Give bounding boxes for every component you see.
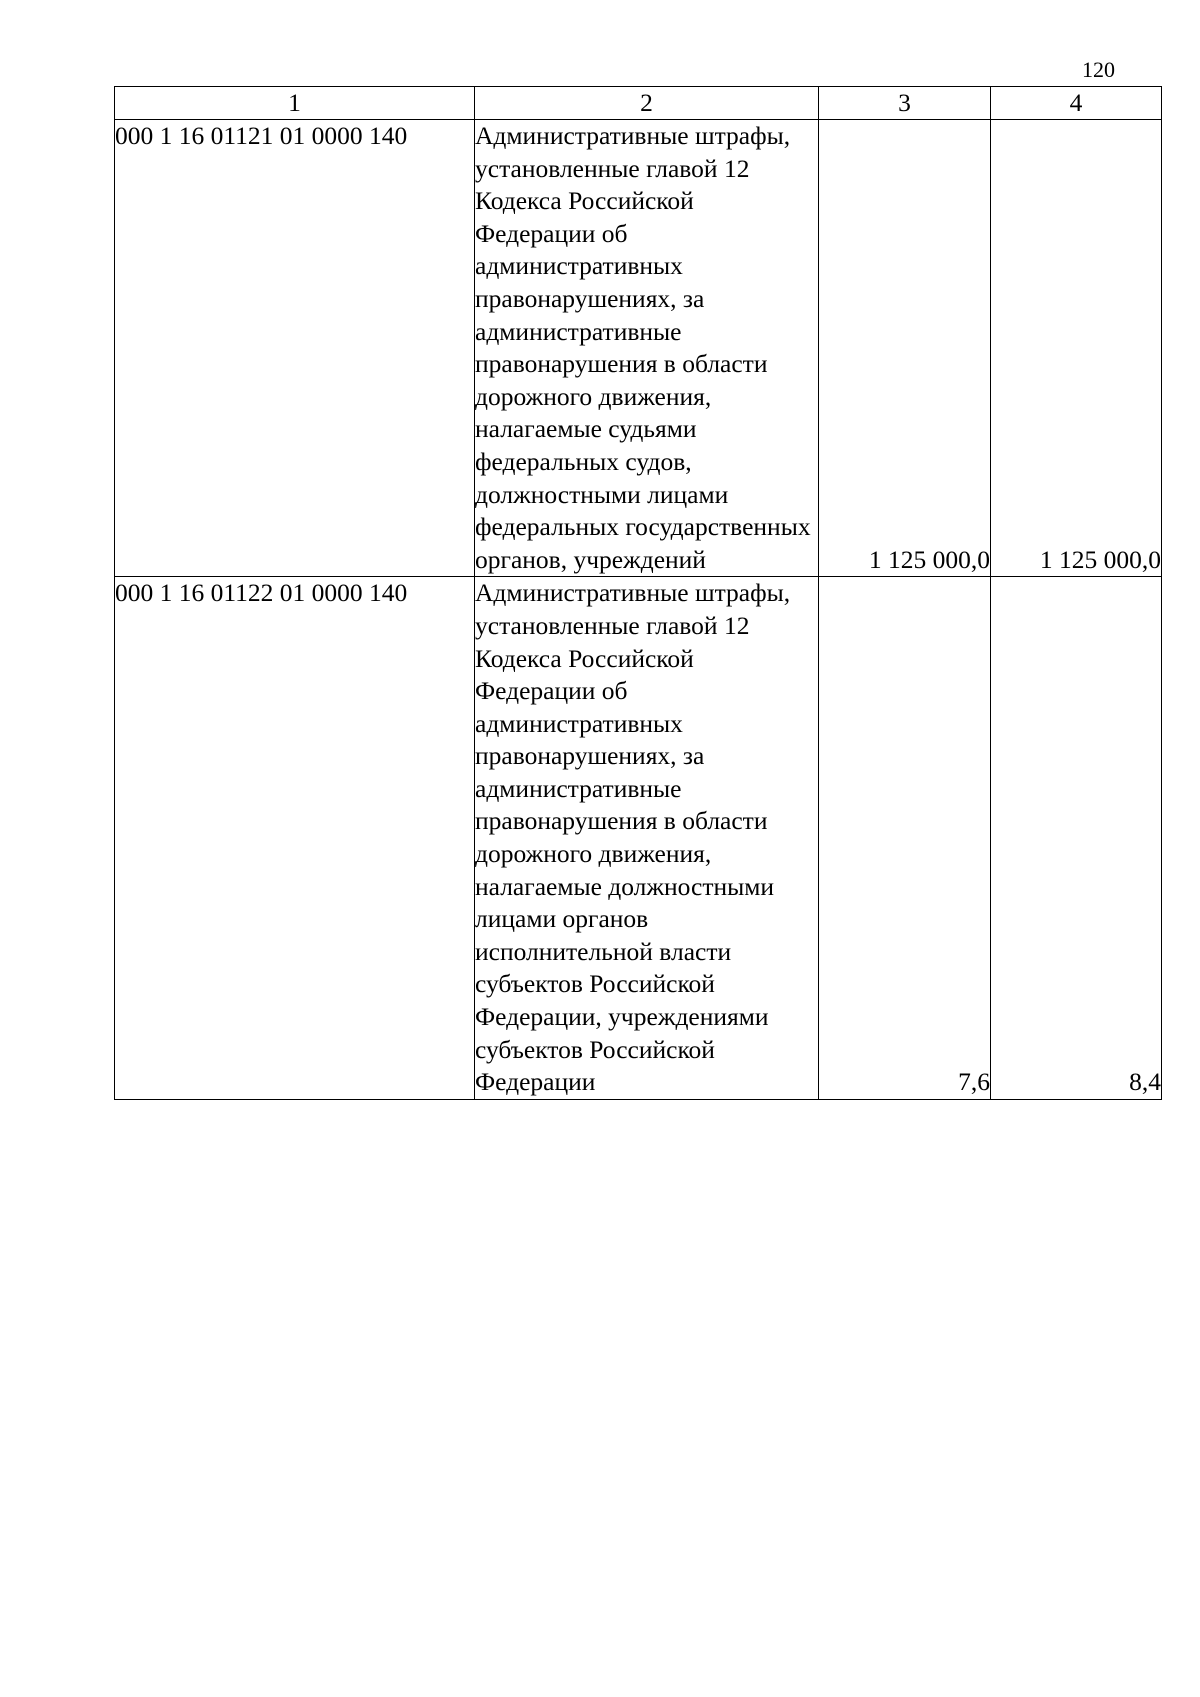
column-header-2: 2	[475, 87, 819, 120]
budget-code-cell: 000 1 16 01122 01 0000 140	[115, 577, 475, 1100]
table-row	[115, 120, 1162, 577]
budget-table	[114, 86, 1162, 1100]
description-cell: Административные штрафы, установленные главой 12 Кодекса Российской Федерации об административных правонарушениях, за административные правонарушения в области дорожного движения, налагаемые судьями федеральных судов, должностными лицами федеральных государственных органов, учреждений	[475, 120, 819, 577]
page-number: 120	[1082, 57, 1115, 82]
budget-code-cell: 000 1 16 01121 01 0000 140	[115, 120, 475, 577]
column-header-3: 3	[819, 87, 991, 120]
description-cell: Административные штрафы, установленные главой 12 Кодекса Российской Федерации об административных правонарушениях, за административные правонарушения в области дорожного движения, налагаемые должностными лицами органов исполнительной власти субъектов Российской Федерации, учреждениями субъектов Российской Федерации	[475, 577, 819, 1100]
table-header-row	[115, 87, 1162, 120]
column-header-4: 4	[991, 87, 1162, 120]
value-col4-cell: 8,4	[991, 577, 1162, 1100]
value-col4-cell: 1 125 000,0	[991, 120, 1162, 577]
value-col3-cell: 1 125 000,0	[819, 120, 991, 577]
value-col3-cell: 7,6	[819, 577, 991, 1100]
table-row	[115, 577, 1162, 1100]
column-header-1: 1	[115, 87, 475, 120]
